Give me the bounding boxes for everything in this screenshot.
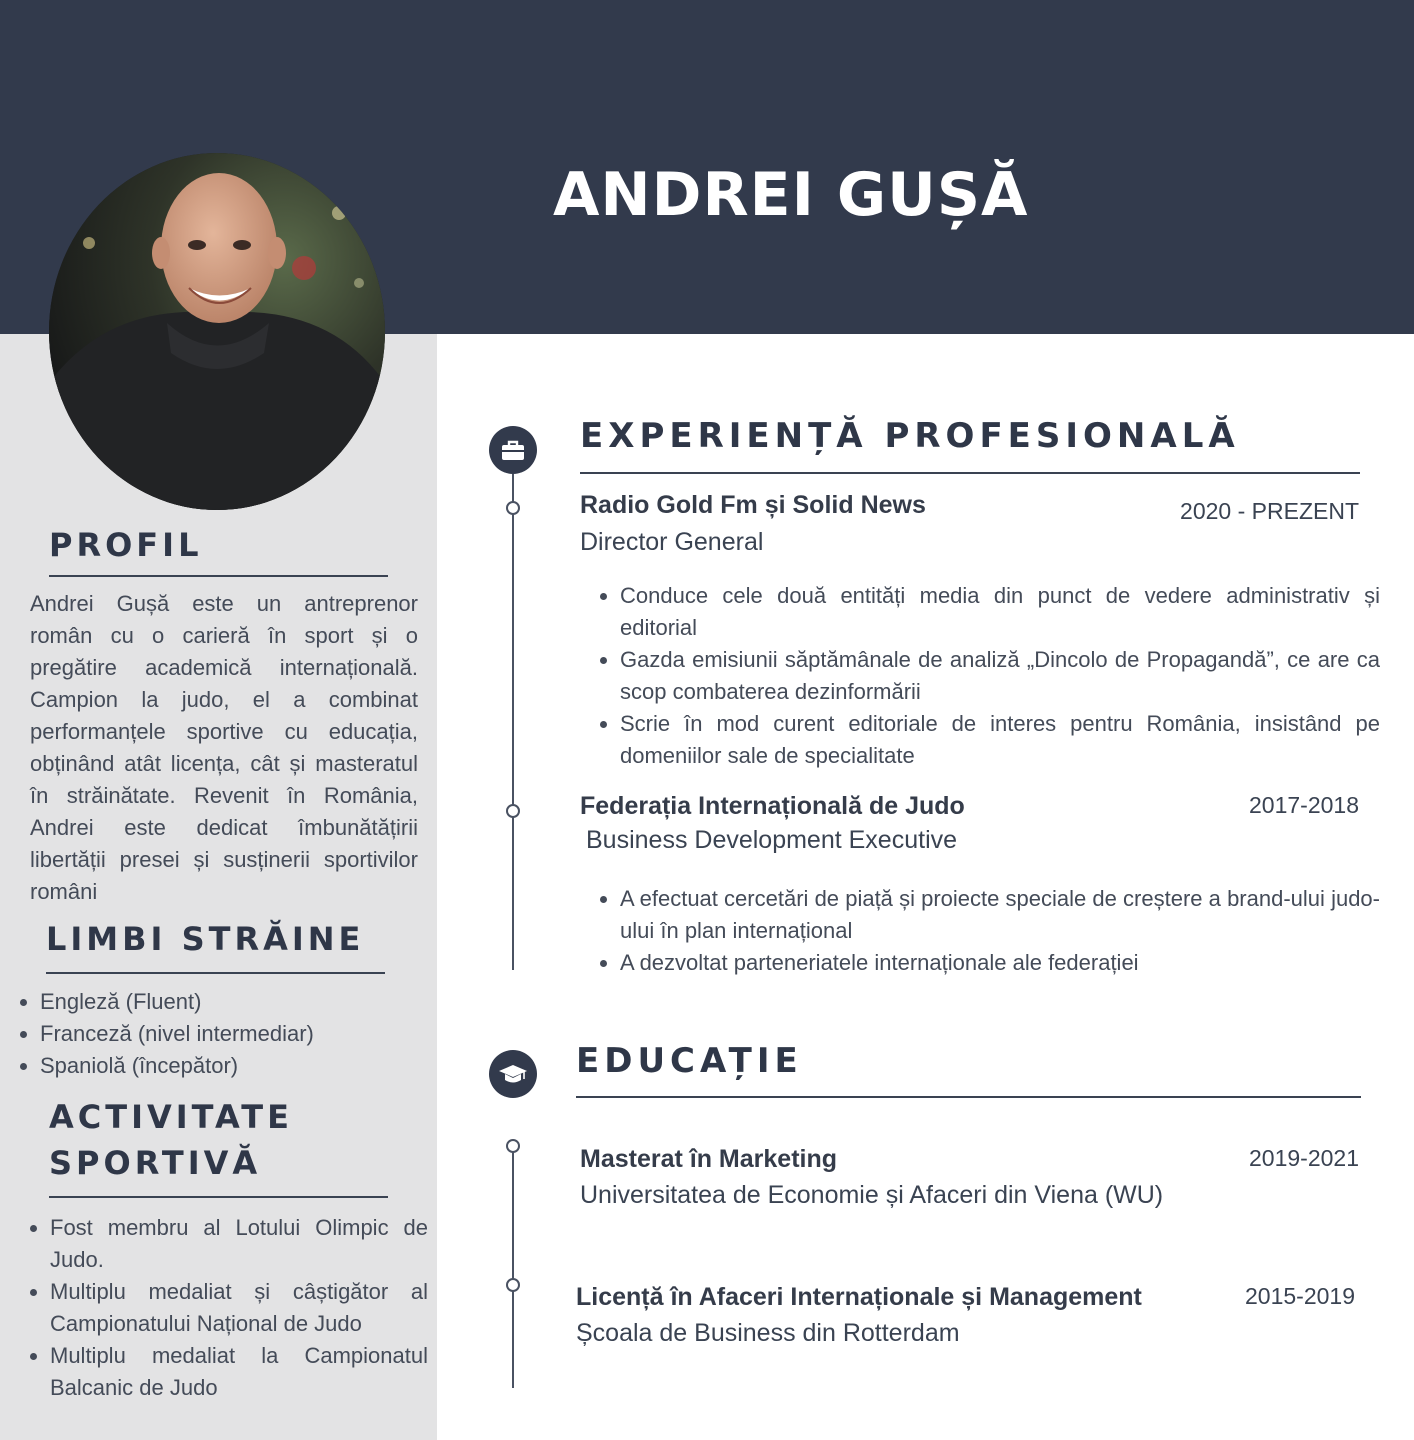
experience-company: Federația Internațională de Judo [580,792,965,820]
education-degree: Licență în Afaceri Internaționale și Management [576,1283,1142,1311]
education-timeline [512,1146,514,1388]
language-item: • Spaniolă (începător) [40,1050,420,1082]
sport-item: • Fost membru al Lotului Olimpic de Judo. [50,1212,428,1276]
timeline-node [506,1139,520,1153]
languages-list [20,986,420,1082]
experience-title: EXPERIENȚĂ PROFESIONALĂ [580,416,1240,456]
experience-role: Director General [580,528,764,556]
languages-rule [46,972,385,974]
experience-bullet: • Conduce cele două entități media din punct de vedere administrativ și editorial [620,580,1380,644]
experience-date: 2020 - PREZENT [1180,498,1359,524]
experience-company: Radio Gold Fm și Solid News [580,491,926,519]
education-title: EDUCAȚIE [576,1041,803,1081]
sports-list [30,1212,428,1404]
experience-bullet: • Scrie în mod curent editoriale de interes pentru România, insistând pe domeniilor sale de specialitate [620,708,1380,772]
education-school: Școala de Business din Rotterdam [576,1319,960,1347]
profile-text: Andrei Gușă este un antreprenor român cu o carieră în sport și o pregătire academică internațională. Campion la judo, el a combinat performanțele sportive cu educația, obținând atât licența, cât și masteratul în străinătate. Revenit în România, Andrei este dedicat îmbunătățirii libertății presei și susținerii sportivilor români [30,591,418,904]
person-name: ANDREI GUȘĂ [553,160,1029,230]
briefcase-icon [489,426,537,474]
experience-date: 2017-2018 [1249,792,1359,818]
experience-bullet: • A efectuat cercetări de piață și proiecte speciale de creștere a brand-ului judo-ului în plan internațional [620,883,1380,947]
experience-timeline [512,474,514,970]
sports-heading-line2: SPORTIVĂ [49,1144,262,1182]
sports-rule [49,1196,388,1198]
languages-heading: LIMBI STRĂINE [46,920,365,958]
sports-heading-line1: ACTIVITATE [49,1098,293,1136]
profile-rule [49,575,388,577]
experience-bullet: • A dezvoltat parteneriatele internaționale ale federației [620,947,1380,979]
profile-photo [49,153,385,510]
language-item: • Franceză (nivel intermediar) [40,1018,420,1050]
profile-heading: PROFIL [49,526,203,564]
language-item: • Engleză (Fluent) [40,986,420,1018]
graduation-cap-icon [489,1050,537,1098]
sport-item: • Multiplu medaliat și câștigător al Campionatului Național de Judo [50,1276,428,1340]
experience-bullets [600,883,1380,979]
timeline-node [506,501,520,515]
education-date: 2015-2019 [1245,1283,1355,1309]
sport-item: • Multiplu medaliat la Campionatul Balcanic de Judo [50,1340,428,1404]
timeline-node [506,804,520,818]
education-rule [576,1096,1361,1098]
experience-rule [580,472,1360,474]
education-date: 2019-2021 [1249,1145,1359,1171]
sports-heading [49,1094,293,1186]
education-school: Universitatea de Economie și Afaceri din Viena (WU) [580,1181,1164,1209]
education-degree: Masterat în Marketing [580,1145,838,1173]
timeline-node [506,1278,520,1292]
experience-bullets [600,580,1380,772]
experience-role: Business Development Executive [586,826,958,854]
experience-bullet: • Gazda emisiunii săptămânale de analiză „Dincolo de Propagandă”, ce are ca scop combaterea dezinformării [620,644,1380,708]
